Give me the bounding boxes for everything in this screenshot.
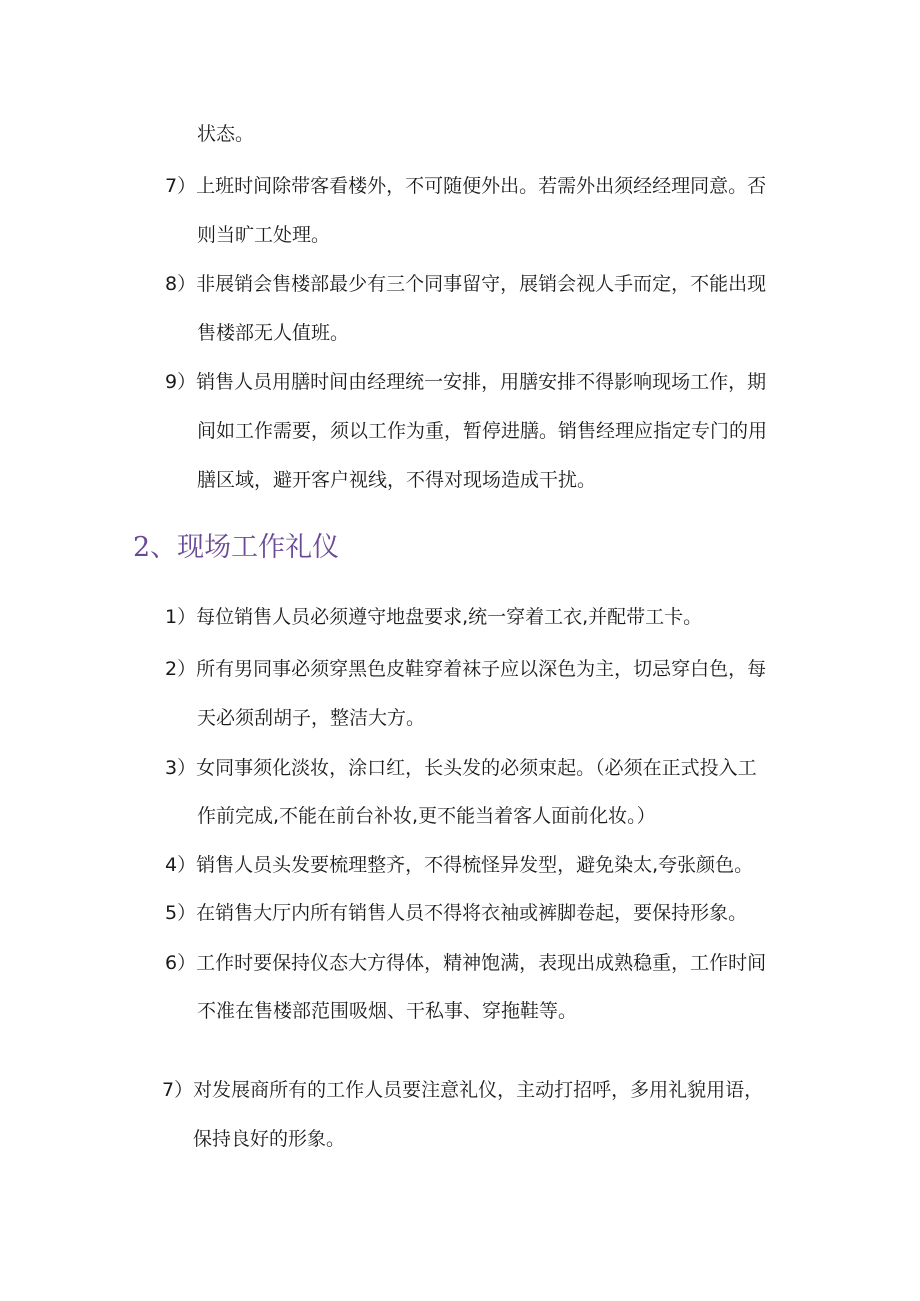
list-item-8-line-1: 8）非展销会售楼部最少有三个同事留守，展销会视人手而定，不能出现: [165, 273, 767, 295]
list-item-7-line-2: 则当旷工处理。: [197, 224, 331, 246]
list-item-9-line-1: 9）销售人员用膳时间由经理统一安排，用膳安排不得影响现场工作，期: [165, 371, 767, 393]
etiquette-item-7-line-2: 保持良好的形象。: [193, 1128, 346, 1150]
list-item-9-line-3: 膳区域，避开客户视线，不得对现场造成干扰。: [197, 469, 597, 491]
etiquette-item-2-line-2: 天必须刮胡子，整洁大方。: [197, 707, 426, 729]
paragraph-continuation: 状态。: [197, 123, 255, 145]
list-item-8-line-2: 售楼部无人值班。: [197, 322, 350, 344]
etiquette-item-7-line-1: 7）对发展商所有的工作人员要注意礼仪，主动打招呼，多用礼貌用语，: [162, 1079, 764, 1101]
list-item-9-line-2: 间如工作需要，须以工作为重，暂停进膳。销售经理应指定专门的用: [197, 420, 768, 442]
etiquette-item-6-line-2: 不准在售楼部范围吸烟、干私事、穿拖鞋等。: [197, 1000, 578, 1022]
etiquette-item-5: 5）在销售大厅内所有销售人员不得将衣袖或裤脚卷起，要保持形象。: [165, 902, 748, 924]
section-heading: 2、现场工作礼仪: [133, 532, 340, 563]
etiquette-item-3-line-2: 作前完成,不能在前台补妆,更不能当着客人面前化妆。）: [197, 805, 656, 827]
etiquette-item-3-line-1: 3）女同事须化淡妆，涂口红，长头发的必须束起。（必须在正式投入工: [165, 757, 757, 779]
etiquette-item-2-line-1: 2）所有男同事必须穿黑色皮鞋穿着袜子应以深色为主，切忌穿白色，每: [165, 658, 767, 680]
etiquette-item-4: 4）销售人员头发要梳理整齐，不得梳怪异发型，避免染太,夸张颜色。: [165, 854, 754, 876]
etiquette-item-1: 1）每位销售人员必须遵守地盘要求,统一穿着工衣,并配带工卡。: [165, 606, 703, 628]
list-item-7-line-1: 7）上班时间除带客看楼外，不可随便外出。若需外出须经经理同意。否: [165, 175, 767, 197]
etiquette-item-6-line-1: 6）工作时要保持仪态大方得体，精神饱满，表现出成熟稳重，工作时间: [165, 952, 767, 974]
